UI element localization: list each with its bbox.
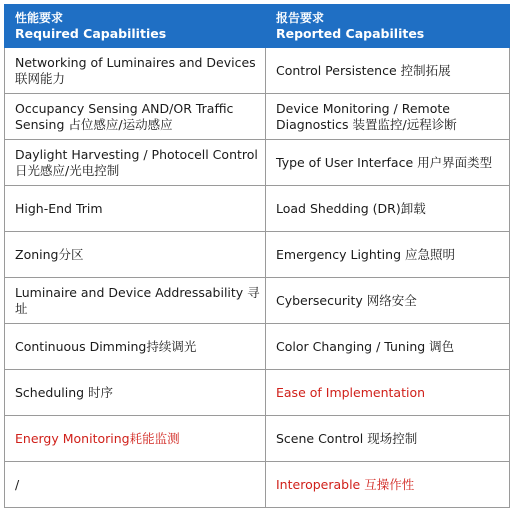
reported-capability-cell: Ease of Implementation — [266, 370, 510, 416]
header-reported-capabilities — [266, 5, 510, 48]
capabilities-table — [4, 4, 510, 508]
reported-capability-cell: Scene Control 现场控制 — [266, 416, 510, 462]
header-right-en: Reported Capabilites — [276, 26, 425, 41]
table-row — [5, 416, 510, 462]
header-left-cn: 性能要求 — [15, 11, 64, 25]
table-row — [5, 462, 510, 508]
reported-capability-cell: Cybersecurity 网络安全 — [266, 278, 510, 324]
table-header-row — [5, 5, 510, 48]
reported-capability-cell: Interoperable 互操作性 — [266, 462, 510, 508]
reported-capability-cell: Control Persistence 控制拓展 — [266, 48, 510, 94]
table-row — [5, 278, 510, 324]
required-capability-cell: Continuous Dimming持续调光 — [5, 324, 266, 370]
header-required-capabilities — [5, 5, 266, 48]
required-capability-cell: Zoning分区 — [5, 232, 266, 278]
reported-capability-cell: Type of User Interface 用户界面类型 — [266, 140, 510, 186]
required-capability-cell: Daylight Harvesting / Photocell Control 日光感应/光电控制 — [5, 140, 266, 186]
table-row — [5, 48, 510, 94]
required-capability-cell: Luminaire and Device Addressability 寻址 — [5, 278, 266, 324]
reported-capability-cell: Load Shedding (DR)卸载 — [266, 186, 510, 232]
reported-capability-cell: Device Monitoring / Remote Diagnostics 装置监控/远程诊断 — [266, 94, 510, 140]
required-capability-cell: Networking of Luminaires and Devices 联网能力 — [5, 48, 266, 94]
table-row — [5, 324, 510, 370]
table-row — [5, 140, 510, 186]
table-row — [5, 186, 510, 232]
required-capability-cell: Energy Monitoring耗能监测 — [5, 416, 266, 462]
table-row — [5, 94, 510, 140]
header-left-en: Required Capabilities — [15, 26, 167, 41]
required-capability-cell: / — [5, 462, 266, 508]
reported-capability-cell: Emergency Lighting 应急照明 — [266, 232, 510, 278]
required-capability-cell: Scheduling 时序 — [5, 370, 266, 416]
table-row — [5, 232, 510, 278]
header-right-cn: 报告要求 — [276, 11, 325, 25]
required-capability-cell: Occupancy Sensing AND/OR Traffic Sensing 占位感应/运动感应 — [5, 94, 266, 140]
capabilities-table-container — [4, 4, 509, 512]
reported-capability-cell: Color Changing / Tuning 调色 — [266, 324, 510, 370]
table-row — [5, 370, 510, 416]
required-capability-cell: High-End Trim — [5, 186, 266, 232]
